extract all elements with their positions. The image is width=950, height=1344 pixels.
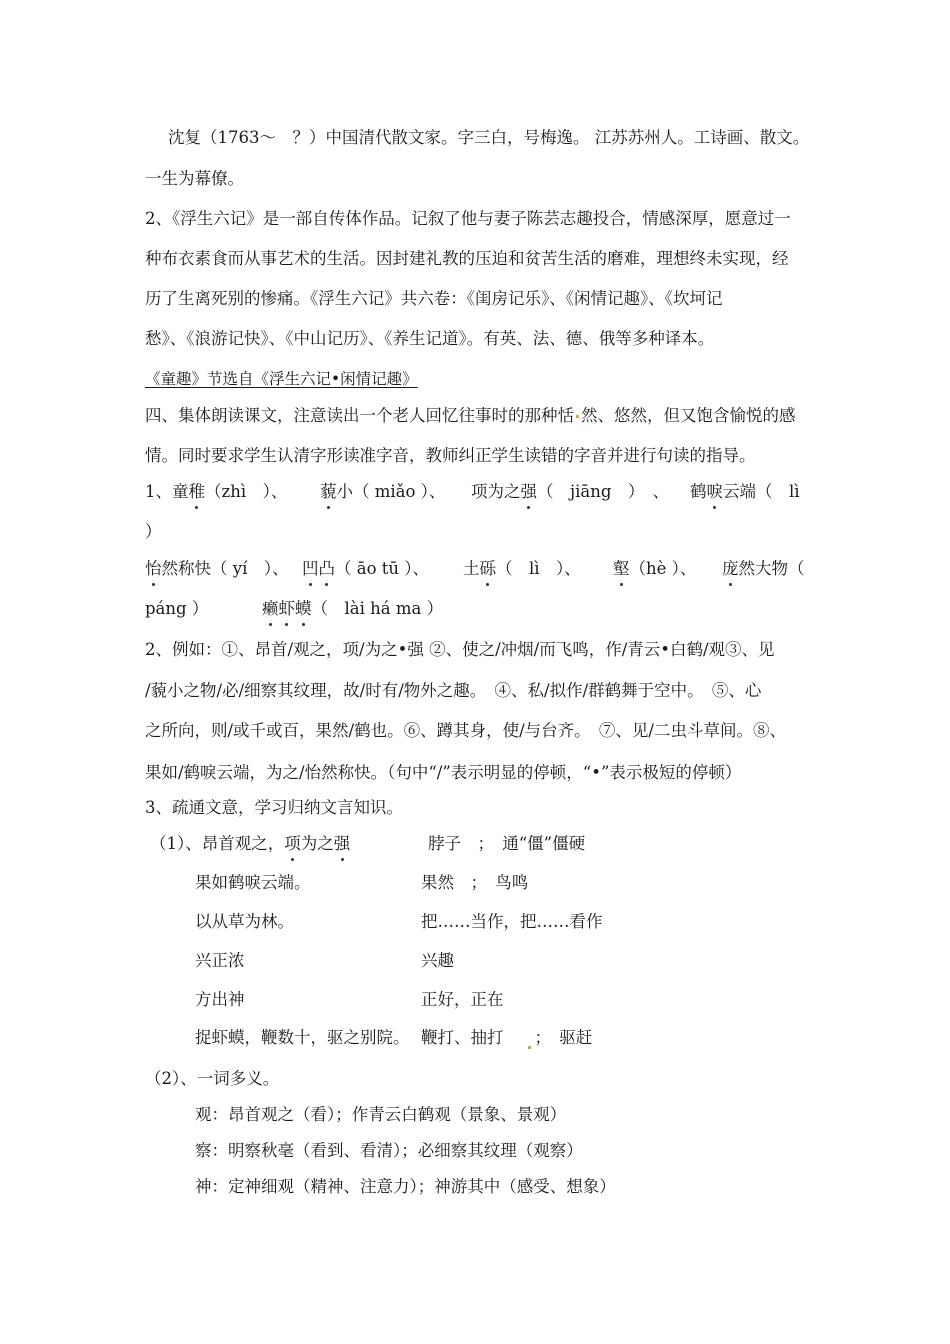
polysemy-guan: 观：昂首观之（看）；作青云白鹤观（景象、景观）: [195, 1105, 567, 1124]
book-description-line-4: 愁》、《浪游记快》、《中山记历》、《养生记道》。有英、法、德、俄等多种译本。: [145, 329, 715, 348]
emphasized-char: 藐: [320, 482, 337, 501]
book-description-line-2: 种布衣素食而从事艺术的生活。因封建礼教的压迫和贫苦生活的磨难，理想终未实现，经: [145, 249, 789, 268]
green-dot-mark: [528, 1046, 531, 1049]
pinyin-item-1: 1、童稚（zhì ）、: [145, 482, 288, 501]
pinyin-item-3: 项为之强（ jiāng ） 、: [471, 482, 670, 501]
vocab-row-1-phrase: 果如鹤唳云端。: [195, 873, 311, 892]
book-description-line-1: 2、《浮生六记》是一部自传体作品。记叙了他与妻子陈芸志趣投合，情感深厚，愿意过一: [145, 209, 791, 228]
emphasized-char: 怡: [145, 559, 162, 578]
pause-examples-line-3: 之所向，则/或千或百，果然/鹤也。⑥、蹲其身，使/与台齐。 ⑦、见/二虫斗草间。⑧、: [145, 721, 786, 740]
author-intro-line-1: 沈复（1763～ ？）中国清代散文家。字三白，号梅逸。 江苏苏州人。工诗画、散文。: [168, 128, 810, 147]
author-intro-line-2: 一生为幕僚。: [145, 169, 244, 188]
pause-examples-line-2: /藐小之物/必/细察其纹理，故/时有/物外之趣。 ④、私/拟作/群鹤舞于空中。 ⑤、心: [145, 681, 762, 700]
reading-instruction-line-1: [145, 405, 796, 427]
vocab-row-5-gloss: 鞭打、抽打 ； 驱赶: [421, 1028, 593, 1047]
vocab-row-2-phrase: 以从草为林。: [195, 912, 294, 931]
vocab-row-2-gloss: 把……当作，把……看作: [421, 912, 603, 931]
pause-examples-line-1: 2、例如：①、昂首/观之，项/为之•强 ②、使之/冲烟/而飞鸣，作/青云•白鹤/观③、见: [145, 640, 775, 659]
emphasized-char: 庞: [722, 559, 739, 578]
emphasized-char: 项: [284, 834, 301, 853]
reading-instruction-part-1: 四、集体朗读课文，注意读出一个老人回忆往事时的那种恬: [145, 406, 574, 425]
vocab-row-3-phrase: 兴正浓: [195, 951, 245, 970]
vocab-heading: （1）、昂首观之，项为之强: [150, 834, 351, 853]
emphasized-char: 壑: [613, 559, 630, 578]
vocab-row-5-phrase: 捉虾蟆，鞭数十，驱之别院。: [195, 1028, 410, 1047]
vocab-heading-gloss: 脖子 ； 通“僵”僵硬: [428, 834, 586, 853]
emphasized-char: 凸: [318, 559, 335, 578]
polysemy-shen: 神：定神细观（精神、注意力）；神游其中（感受、想象）: [195, 1177, 616, 1196]
pinyin-item-2: 藐小（ miǎo ）、: [320, 482, 446, 501]
polysemy-cha: 察：明察秋毫（看到、看清）；必细察其纹理（观察）: [195, 1141, 583, 1160]
pinyin-item-8: 壑（hè ）、: [613, 559, 697, 578]
emphasized-char: 蟆: [295, 599, 312, 618]
pinyin-item-5: 怡然称快（ yí ）、: [145, 559, 289, 578]
emphasized-char: 强: [333, 834, 351, 853]
book-description-line-3: 历了生离死别的惨痛。《浮生六记》共六卷：《闺房记乐》、《闲情记趣》、《坎坷记: [145, 289, 723, 308]
emphasized-char: 强: [520, 482, 537, 501]
vocab-row-1-gloss: 果然 ； 鸟鸣: [421, 873, 529, 892]
source-note: 《童趣》节选自《浮生六记•闲情记趣》: [145, 370, 418, 388]
vocab-row-4-phrase: 方出神: [195, 990, 245, 1009]
pinyin-item-9-close: páng ）: [145, 599, 209, 618]
pinyin-item-4-close: ）: [145, 522, 162, 541]
vocab-row-3-gloss: 兴趣: [421, 951, 454, 970]
emphasized-char: 虾: [278, 599, 295, 618]
pinyin-item-6: 凹凸（ āo tū ）、: [302, 559, 430, 578]
emphasized-char: 癞: [262, 599, 279, 618]
emphasized-char: 稚: [188, 482, 205, 501]
pinyin-item-10: 癞虾蟆（ lài há ma ）: [262, 599, 444, 618]
polysemy-heading: （2）、一词多义。: [145, 1069, 280, 1088]
pause-examples-line-4: 果如/鹤唳云端，为之/怡然称快。（句中“/”表示明显的停顿，“•”表示极短的停顿）: [145, 763, 742, 782]
emphasized-char: 凹: [302, 559, 319, 578]
reading-instruction-line-2: 情。同时要求学生认清字形读准字音，教师纠正学生读错的字音并进行句读的指导。: [145, 446, 756, 465]
vocab-row-4-gloss: 正好，正在: [421, 990, 504, 1009]
emphasized-char: 唳: [706, 482, 723, 501]
yellow-dot-mark: [576, 415, 579, 418]
emphasized-char: 砾: [479, 559, 496, 578]
reading-instruction-part-2: 然、悠然，但又饱含愉悦的感: [581, 406, 796, 425]
pinyin-item-7: 土砾（ lì ）、: [463, 559, 581, 578]
section-3-title: 3、疏通文意，学习归纳文言知识。: [145, 798, 403, 817]
pinyin-item-4: 鹤唳云端（ lì: [690, 482, 800, 501]
pinyin-item-9: 庞然大物（: [722, 559, 805, 578]
